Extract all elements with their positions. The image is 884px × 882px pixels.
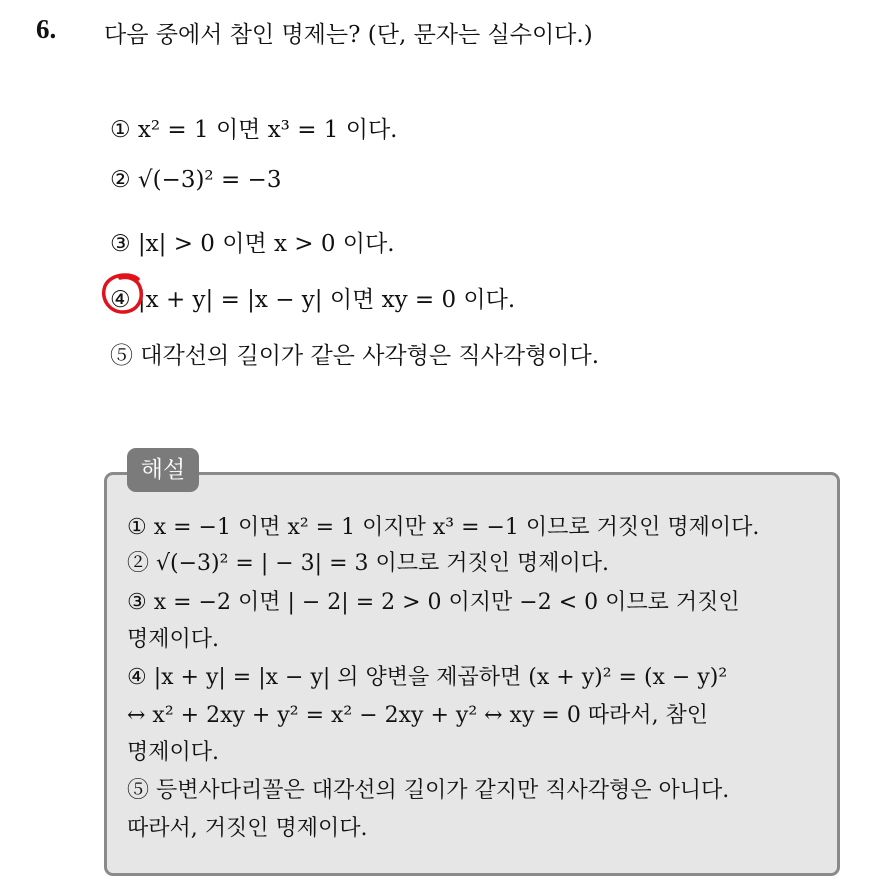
explanation-line: ⑤ 등변사다리꼴은 대각선의 길이가 같지만 직사각형은 아니다.: [127, 778, 730, 803]
explanation-label: 해설: [127, 448, 199, 492]
explanation-line: 따라서, 거짓인 명제이다.: [127, 816, 368, 841]
explanation-line: ↔ x² + 2xy + y² = x² − 2xy + y² ↔ xy = 0 따라서, 참인: [127, 703, 709, 728]
choice-3: ③ |x| > 0 이면 x > 0 이다.: [110, 231, 395, 257]
explanation-line: ① x = −1 이면 x² = 1 이지만 x³ = −1 이므로 거짓인 명제이다.: [127, 515, 760, 540]
choice-4: ④ |x + y| = |x − y| 이면 xy = 0 이다.: [110, 287, 516, 313]
explanation-line: 명제이다.: [127, 740, 220, 765]
question-text: 다음 중에서 참인 명제는? (단, 문자는 실수이다.): [104, 22, 593, 48]
explanation-line: ③ x = −2 이면 | − 2| = 2 > 0 이지만 −2 < 0 이므로 거짓인: [127, 590, 740, 615]
choice-2: ② √(−3)² = −3: [110, 167, 282, 193]
explanation-line: ④ |x + y| = |x − y| 의 양변을 제곱하면 (x + y)² = (x − y)²: [127, 665, 728, 690]
explanation-line: ② √(−3)² = | − 3| = 3 이므로 거짓인 명제이다.: [127, 551, 609, 576]
choice-5: ⑤ 대각선의 길이가 같은 사각형은 직사각형이다.: [110, 343, 600, 369]
choice-1: ① x² = 1 이면 x³ = 1 이다.: [110, 117, 398, 143]
explanation-line: 명제이다.: [127, 627, 220, 652]
question-number: 6.: [36, 14, 57, 44]
answer-circle-mark: [100, 272, 146, 316]
